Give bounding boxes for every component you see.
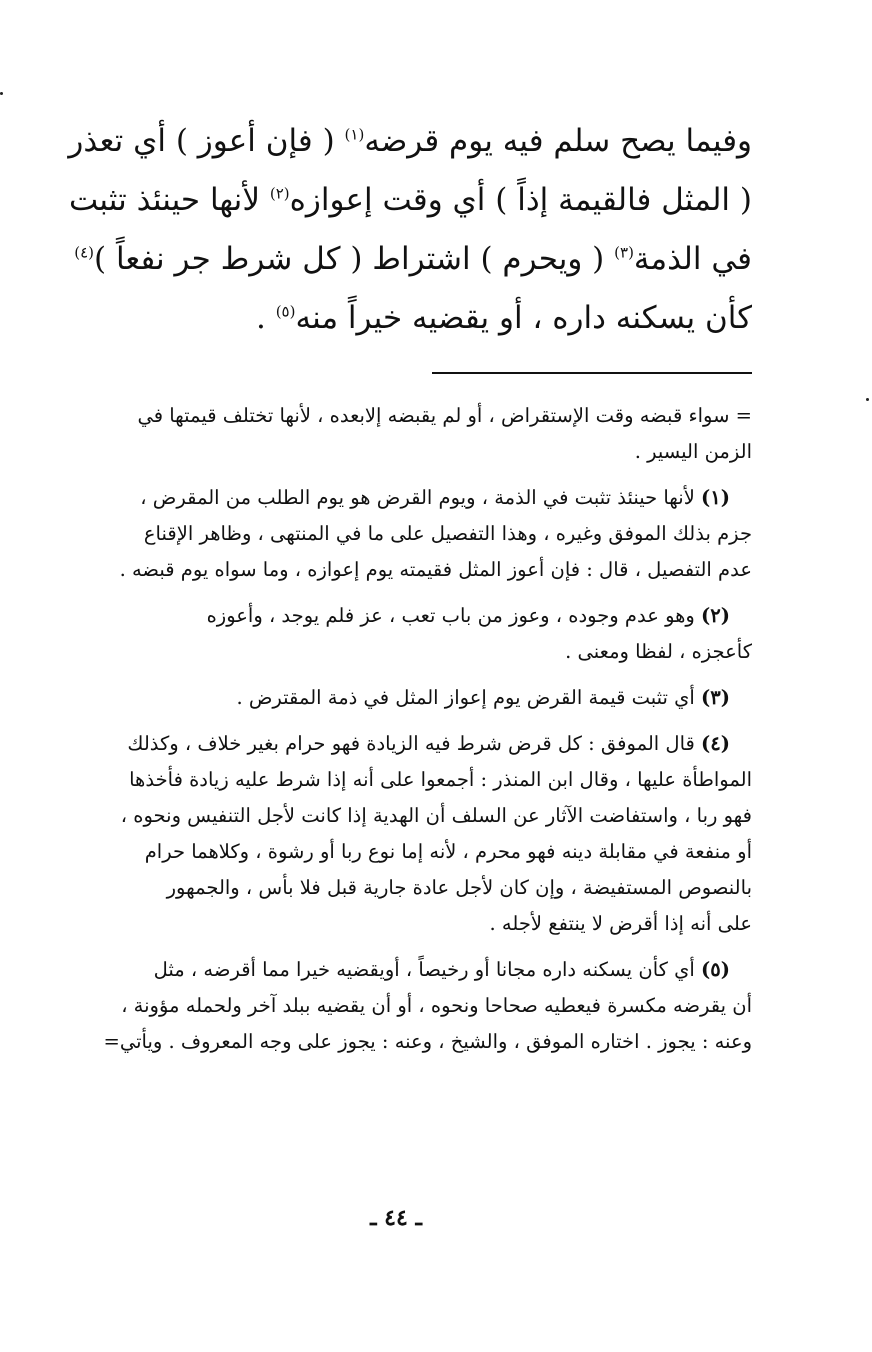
main-text-line: كأن يسكنه داره ، أو يقضيه خيراً منه$^{(٥)}$ . [255,300,752,336]
margin-mark [0,92,3,95]
footnote-2 [20,598,752,670]
footnote-line: أو منفعة في مقابلة دينه فهو محرم ، لأنه إما نوع ربا أو رشوة ، وكلاهما حرام [144,840,752,863]
footnote-line: = سواء قبضه وقت الإستقراض ، أو لم يقبضه إلابعده ، لأنها تختلف قيمتها في [137,404,752,427]
footnote-line: بالنصوص المستفيضة ، وإن كان لأجل عادة جارية قبل فلا بأس ، والجمهور [166,876,752,899]
main-text [22,112,752,348]
footnote-continuation [20,398,752,470]
footnote-line: (٢) وهو عدم وجوده ، وعوز من باب تعب ، عز فلم يوجد ، وأعوزه [206,604,730,627]
footnote-line: على أنه إذا أقرض لا ينتفع لأجله . [489,912,752,935]
footnote-5 [20,952,752,1060]
footnote-number: (٢) [701,604,730,627]
footnote-number: (٥) [701,958,730,981]
footnote-line: (٣) أي تثبت قيمة القرض يوم إعواز المثل في ذمة المقترض . [236,686,730,709]
page-number: ـ ٤٤ ـ [370,1205,422,1231]
footnote-line: كأعجزه ، لفظا ومعنى . [565,640,752,663]
main-text-line: وفيما يصح سلم فيه يوم قرضه$^{(١)}$ ( فإن أعوز ) أي تعذر [68,123,752,159]
footnote-line: الزمن اليسير . [634,440,752,463]
footnote-line: المواطأة عليها ، وقال ابن المنذر : أجمعوا على أنه إذا شرط عليه زيادة فأخذها [129,768,752,791]
footnote-number: (٤) [701,732,730,755]
main-text-line: ( المثل فالقيمة إذاً ) أي وقت إعوازه$^{(٢)}$ لأنها حينئذ تثبت [68,182,752,218]
footnote-line: فهو ربا ، واستفاضت الآثار عن السلف أن الهدية إذا كانت لأجل التنفيس ونحوه ، [120,804,752,827]
footnote-number: (١) [701,486,730,509]
footnote-line: وعنه : يجوز . اختاره الموفق ، والشيخ ، وعنه : يجوز على وجه المعروف . ويأتي= [103,1030,752,1053]
footnote-separator [432,372,752,374]
footnote-line: جزم بذلك الموفق وغيره ، وهذا التفصيل على ما في المنتهى ، وظاهر الإقناع [143,522,752,545]
footnote-1 [20,480,752,588]
footnotes [20,398,752,1070]
footnote-line: (٥) أي كأن يسكنه داره مجانا أو رخيصاً ، أويقضيه خيرا مما أقرضه ، مثل [153,958,730,981]
footnote-ref[interactable]: (٥) [275,302,296,321]
main-text-line: في الذمة$^{(٣)}$ ( ويحرم ) اشتراط ( كل شرط جر نفعاً )$^{(٤)}$ [74,241,752,277]
footnote-ref[interactable]: (١) [344,125,365,144]
footnote-ref[interactable]: (٢) [269,184,290,203]
footnote-4 [20,726,752,942]
footnote-number: (٣) [701,686,730,709]
footnote-3 [20,680,752,716]
footnote-line: (٤) قال الموفق : كل قرض شرط فيه الزيادة فهو حرام بغير خلاف ، وكذلك [127,732,730,755]
footnote-ref[interactable]: (٤) [74,243,95,262]
footnote-line: أن يقرضه مكسرة فيعطيه صحاحا ونحوه ، أو أن يقضيه ببلد آخر ولحمله مؤونة ، [121,994,752,1017]
footnote-line: (١) لأنها حينئذ تثبت في الذمة ، ويوم القرض هو يوم الطلب من المقرض ، [140,486,730,509]
footnote-ref[interactable]: (٣) [614,243,634,262]
footnote-line: عدم التفصيل ، قال : فإن أعوز المثل فقيمته يوم إعوازه ، وما سواه يوم قبضه . [119,558,752,581]
margin-mark [866,398,869,401]
